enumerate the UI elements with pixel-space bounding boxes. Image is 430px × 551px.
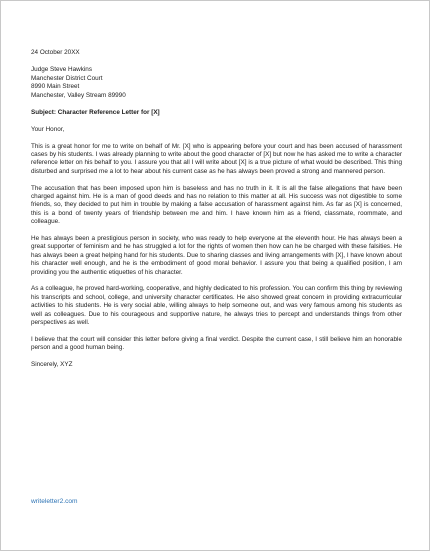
recipient-name: Judge Steve Hawkins: [31, 66, 93, 74]
letter-body: [31, 49, 402, 370]
letter-date: 24 October 20XX: [31, 49, 80, 56]
letter-salutation: Your Honor,: [31, 125, 65, 133]
footer-website-link[interactable]: writeletter2.com: [31, 498, 78, 505]
body-paragraph-5: I believe that the court will consider this letter before giving a final verdict. Despite the current case, I still believe him an honorable person and a good human being.: [31, 335, 402, 352]
recipient-city: Manchester, Valley Stream 89990: [31, 91, 126, 99]
letter-closing: Sincerely, XYZ: [31, 361, 73, 369]
body-paragraph-3: He has always been a prestigious person in society, who was ready to help everyone at the eleventh hour. He has always been a great supporter of feminism and he has struggled a lot for the rights of women then how can he be charged with these falsities. He has always been a great helping hand for his students. Due to sharing classes and living arrangements with [X], I have known about his character well enough, and he is the embodiment of good moral behavior. I assure you that being a qualified position, I am providing you the authentic etiquettes of his character.: [31, 235, 402, 276]
letter-subject: Subject: Character Reference Letter for [X]: [31, 108, 160, 116]
recipient-street: 8990 Main Street: [31, 83, 80, 91]
recipient-address: [31, 66, 402, 100]
recipient-court: Manchester District Court: [31, 74, 103, 82]
body-paragraph-2: The accusation that has been imposed upon him is baseless and has no truth in it. It is all the false allegations that have been charged against him. He is a man of good deeds and has no relation to this matter at all. His success was not digestible to some friends, so, they decided to put him in trouble by making a false accusation of harassment against him. As far as [X] is concerned, this is a bond of twenty years of friendship between me and him. I have known him as a friend, classmate, roommate, and colleague.: [31, 184, 402, 226]
body-paragraph-4: As a colleague, he proved hard-working, cooperative, and highly dedicated to his profession. You can confirm this thing by reviewing his transcripts and school, college, and university character certificates. He also showed great concern in providing extracurricular activities to his students. He is very social able, willing always to help someone out, and was very famous among his students as well as colleagues. Due to his courageous and supportive nature, he always tries to percept and understands things from other perspectives as well.: [31, 285, 402, 327]
body-paragraph-1: This is a great honor for me to write on behalf of Mr. [X] who is appearing before your court and has been accused of harassment cases by his students. I was already planning to write about the good character of [X] but now he has asked me to write a character reference letter on his behalf to you. I assure you that all I will write about [X] is a true picture of what would be described. This thing disturbed and surprised me a lot to hear about his current case as he has always been proved a strong and mannered person.: [31, 142, 402, 175]
